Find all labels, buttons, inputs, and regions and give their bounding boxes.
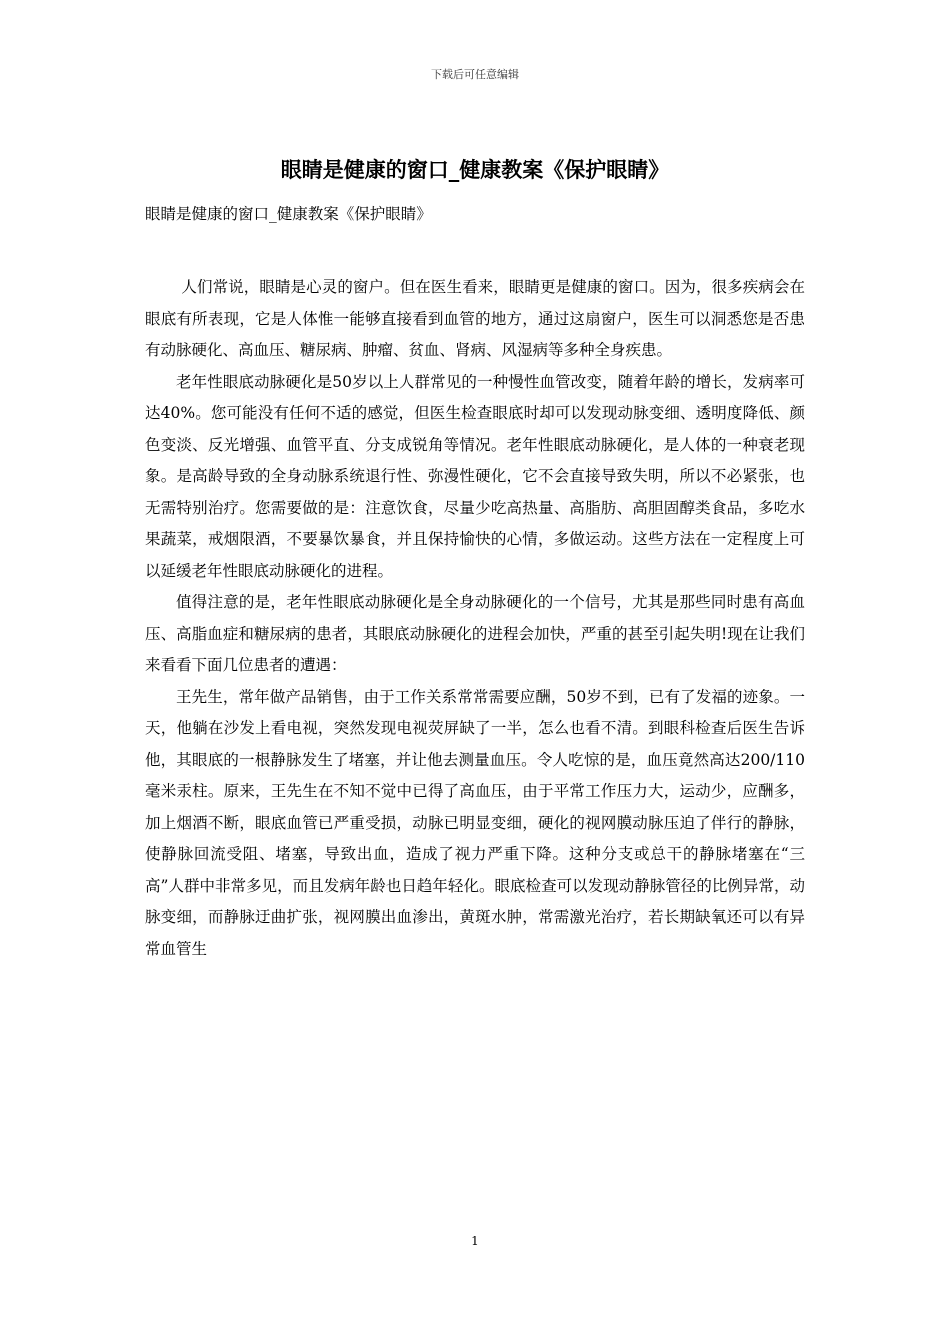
document-body xyxy=(145,272,805,965)
paragraph-1: 人们常说，眼睛是心灵的窗户。但在医生看来，眼睛更是健康的窗口。因为，很多疾病会在眼底有所表现，它是人体惟一能够直接看到血管的地方，通过这扇窗户，医生可以洞悉您是否患有动脉硬化、高血压、糖尿病、肿瘤、贫血、肾病、风湿病等多种全身疾患。 xyxy=(145,278,805,359)
document-title: 眼睛是健康的窗口_健康教案《保护眼睛》 xyxy=(280,157,670,182)
paragraph-4: 王先生，常年做产品销售，由于工作关系常常需要应酬，50岁不到，已有了发福的迹象。一天，他躺在沙发上看电视，突然发现电视荧屏缺了一半，怎么也看不清。到眼科检查后医生告诉他，其眼底的一根静脉发生了堵塞，并让他去测量血压。令人吃惊的是，血压竟然高达200/110毫米汞柱。原来，王先生在不知不觉中已得了高血压，由于平常工作压力大，运动少，应酬多，加上烟酒不断，眼底血管已严重受损，动脉已明显变细，硬化的视网膜动脉压迫了伴行的静脉，使静脉回流受阻、堵塞，导致出血，造成了视力严重下降。这种分支或总干的静脉堵塞在“三高”人群中非常多见，而且发病年龄也日趋年轻化。眼底检查可以发现动静脉管径的比例异常，动脉变细，而静脉迂曲扩张，视网膜出血渗出，黄斑水肿，常需激光治疗，若长期缺氧还可以有异常血管生 xyxy=(145,687,805,958)
page-number: 1 xyxy=(471,1234,479,1248)
paragraph-2: 老年性眼底动脉硬化是50岁以上人群常见的一种慢性血管改变，随着年龄的增长，发病率可达40%。您可能没有任何不适的感觉，但医生检查眼底时却可以发现动脉变细、透明度降低、颜色变淡、反光增强、血管平直、分支成锐角等情况。老年性眼底动脉硬化，是人体的一种衰老现象。是高龄导致的全身动脉系统退行性、弥漫性硬化，它不会直接导致失明，所以不必紧张，也无需特别治疗。您需要做的是：注意饮食，尽量少吃高热量、高脂肪、高胆固醇类食品，多吃水果蔬菜，戒烟限酒，不要暴饮暴食，并且保持愉快的心情，多做运动。这些方法在一定程度上可以延缓老年性眼底动脉硬化的进程。 xyxy=(145,372,805,580)
paragraph-3: 值得注意的是，老年性眼底动脉硬化是全身动脉硬化的一个信号，尤其是那些同时患有高血压、高脂血症和糖尿病的患者，其眼底动脉硬化的进程会加快，严重的甚至引起失明!现在让我们来看看下面几位患者的遭遇： xyxy=(145,593,805,674)
document-subtitle: 眼睛是健康的窗口_健康教案《保护眼睛》 xyxy=(145,205,432,223)
header-note: 下载后可任意编辑 xyxy=(431,68,519,81)
